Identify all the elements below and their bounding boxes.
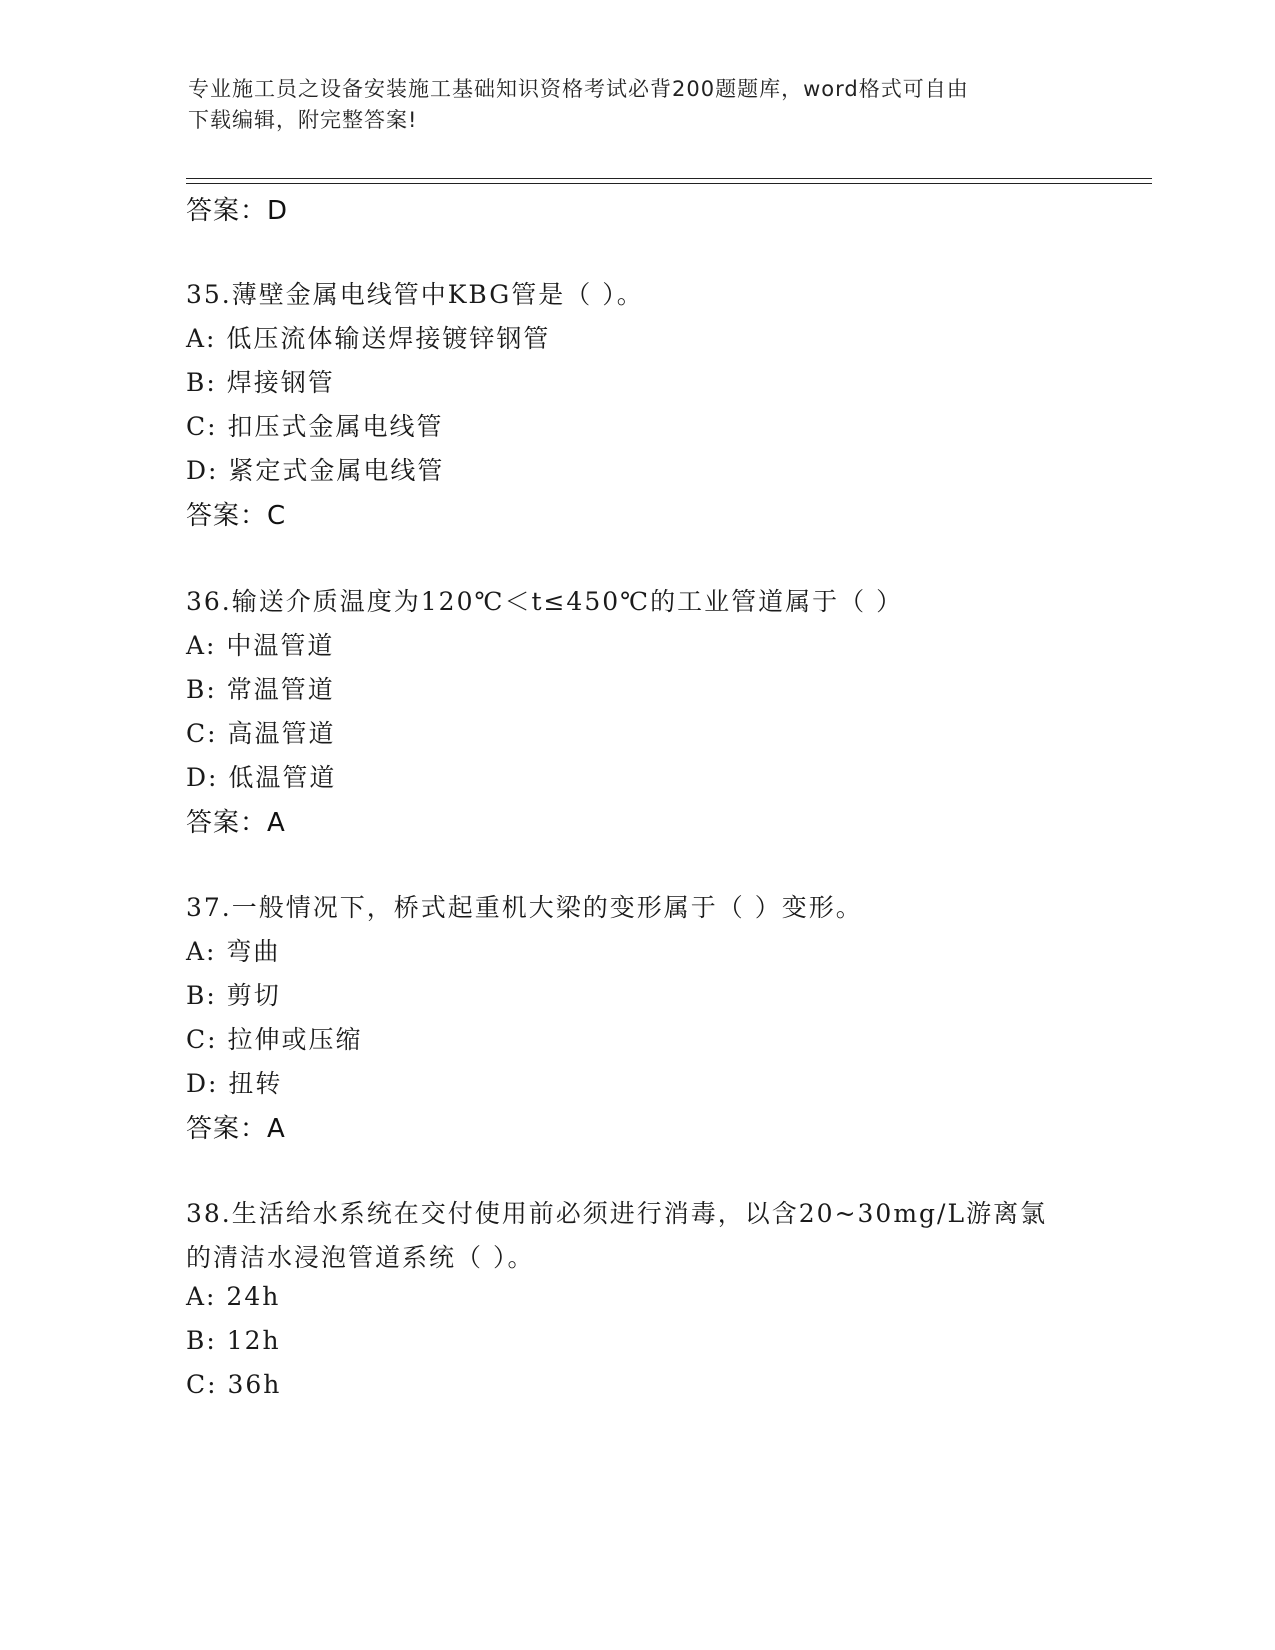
answer-line: 答案：C bbox=[186, 501, 287, 531]
question-stem: 37.一般情况下，桥式起重机大梁的变形属于（ ）变形。 bbox=[186, 893, 863, 922]
question-stem: 36.输送介质温度为120℃＜t≤450℃的工业管道属于（ ） bbox=[186, 587, 904, 616]
option-a: A: 弯曲 bbox=[186, 937, 281, 966]
option-b: B: 焊接钢管 bbox=[186, 368, 335, 397]
document-header bbox=[188, 74, 1088, 136]
question-stem: 35.薄壁金属电线管中KBG管是（ ）。 bbox=[186, 280, 644, 309]
option-a: A: 低压流体输送焊接镀锌钢管 bbox=[186, 324, 551, 353]
answer-line: 答案：A bbox=[186, 808, 286, 838]
answer-line: 答案：A bbox=[186, 1114, 286, 1144]
option-d: D: 紧定式金属电线管 bbox=[186, 456, 445, 485]
header-rule-top bbox=[186, 178, 1152, 179]
option-d: D: 低温管道 bbox=[186, 763, 337, 792]
question-stem-continued: 的清洁水浸泡管道系统（ ）。 bbox=[186, 1243, 535, 1272]
option-b: B: 常温管道 bbox=[186, 675, 335, 704]
option-d: D: 扭转 bbox=[186, 1069, 283, 1098]
question-stem: 38.生活给水系统在交付使用前必须进行消毒，以含20~30mg/L游离氯 bbox=[186, 1199, 1048, 1228]
header-line-1: 专业施工员之设备安装施工基础知识资格考试必背200题题库，word格式可自由 bbox=[188, 77, 969, 101]
option-c: C: 高温管道 bbox=[186, 719, 336, 748]
option-c: C: 拉伸或压缩 bbox=[186, 1025, 363, 1054]
option-b: B: 剪切 bbox=[186, 981, 281, 1010]
header-rule-bottom bbox=[186, 183, 1152, 184]
option-a: A: 24h bbox=[186, 1282, 281, 1311]
option-a: A: 中温管道 bbox=[186, 631, 335, 660]
option-b: B: 12h bbox=[186, 1326, 281, 1355]
option-c: C: 36h bbox=[186, 1370, 282, 1399]
header-line-2: 下载编辑，附完整答案! bbox=[188, 108, 418, 132]
option-c: C: 扣压式金属电线管 bbox=[186, 412, 444, 441]
answer-line: 答案：D bbox=[186, 196, 289, 226]
